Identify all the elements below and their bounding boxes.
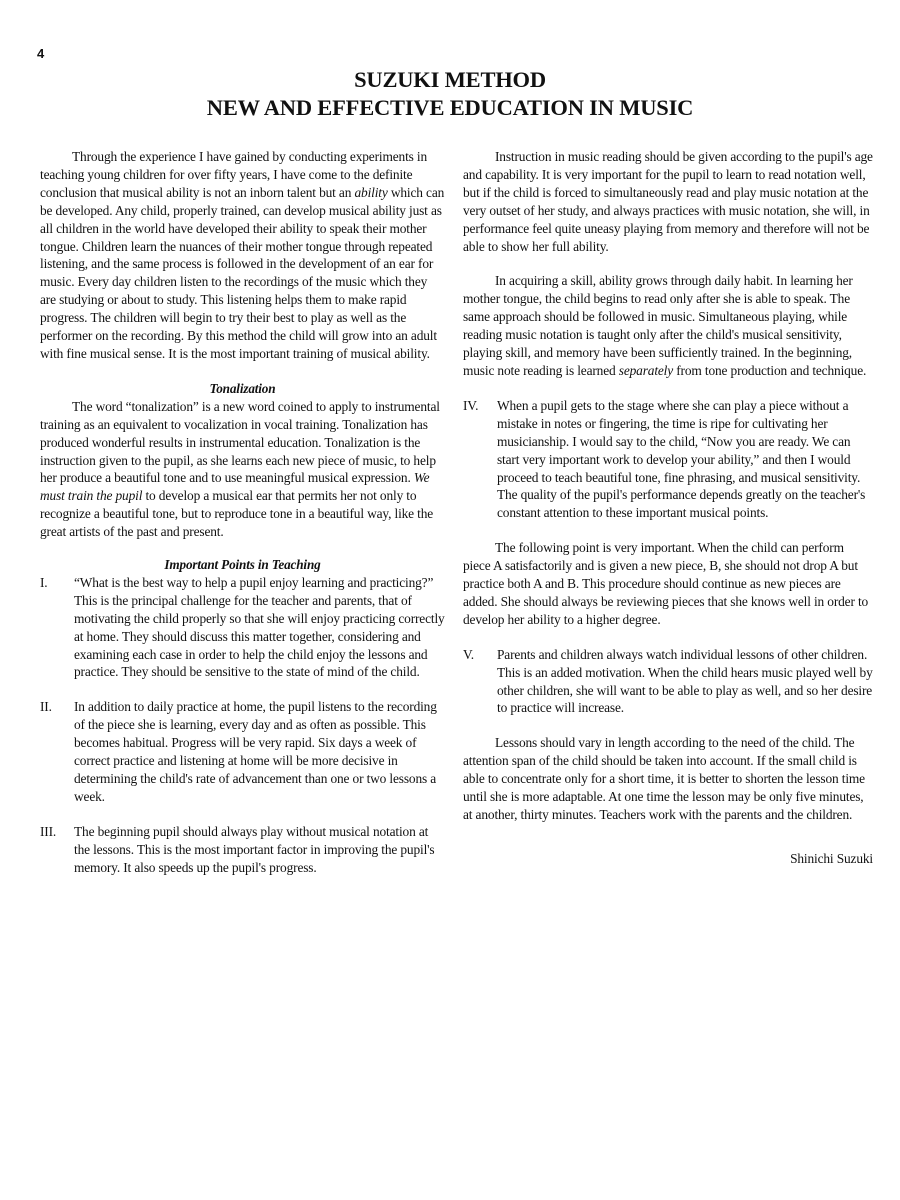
habit-text-1: In acquiring a skill, ability grows through daily habit. In learning her mother tongue, the child begins to read only after she is able to speak. The same approach should be followed in music. Simultaneous playing, while reading music notation is taught only after the child's musical sensitivity, playing skill, and memory have been sufficiently trained. In the beginning, music note reading is learned xyxy=(463,273,853,378)
item-number: IV. xyxy=(463,397,479,413)
habit-paragraph xyxy=(463,272,873,379)
intro-text-1: Through the experience I have gained by conducting experiments in teaching young children for over fifty years, I have come to the definite conclusion that musical ability is not an inborn talent but an xyxy=(40,149,428,200)
intro-emphasis: ability xyxy=(354,184,388,200)
list-item xyxy=(40,574,445,681)
item-text xyxy=(497,397,873,522)
list-item xyxy=(463,397,873,522)
item-number: I. xyxy=(40,574,48,590)
habit-emphasis: separately xyxy=(618,362,674,378)
tonalization-text-2: to develop a musical ear that permits her not only to recognize a beautiful tone, but to reproduce tone in a beautiful way, like the great artists of the past and present. xyxy=(40,488,434,540)
lessons-paragraph: Lessons should vary in length according to the need of the child. The attention span of the child should be taken into account. If the small child is able to concentrate only for a short time, it is better to shorten the lesson time until she is more adaptable. At one time the lesson may be only five minutes, at another, thirty minutes. Teachers work with the parents and the children. xyxy=(463,735,865,822)
item-text: The beginning pupil should always play without musical notation at the lessons. This is the most important factor in improving the pupil's memory. It also speeds up the pupil's progress. xyxy=(74,823,435,875)
point4-text-2: The quality of the pupil's performance depends greatly on the teacher's constant attention to these important musical points. xyxy=(497,487,866,521)
point4-text: When a pupil gets to the stage where she can play a piece without a mistake in notes or fingering, the time is ripe for cultivating her musicianship. I would say to the child, “Now you are ready. We can start very important work to develop your ability,” and then I would proceed to teach beautiful tone, fine phrasing, and musical sensitivity. xyxy=(497,397,861,485)
signature: Shinichi Suzuki xyxy=(790,850,873,866)
right-column xyxy=(463,148,873,868)
page-number: 4 xyxy=(37,46,45,61)
tonalization-heading: Tonalization xyxy=(209,380,276,396)
list-item xyxy=(40,823,445,877)
item-number: II. xyxy=(40,699,52,715)
tonalization-text-1: The word “tonalization” is a new word coined to apply to instrumental training as an equivalent to vocalization in vocal training. Tonalization has produced wonderful results in instrumental education. Tonalization is the instruction given to the pupil, as she learns each new piece of music, to help her produce a beautiful tone and to use meaningful musical expression. xyxy=(40,398,440,486)
title-line-1: SUZUKI METHOD xyxy=(354,67,546,92)
left-column xyxy=(40,148,445,894)
list-item xyxy=(40,698,445,805)
intro-paragraph xyxy=(40,148,445,363)
page-title xyxy=(0,66,900,122)
habit-text-2: from tone production and technique. xyxy=(673,362,867,378)
points-heading: Important Points in Teaching xyxy=(164,557,321,573)
item-text: In addition to daily practice at home, the pupil listens to the recording of the piece she is learning, every day and as often as possible. This becomes habitual. Progress will be very rapid. Six days a week of correct practice and listening at home will be more decisive in determining the child's rate of advancement than one or two lessons a week. xyxy=(74,699,437,804)
item-text: Parents and children always watch individual lessons of other children. This is an added motivation. When the child hears music played well by other children, she will want to be able to play as well, and so her desire to practice will increase. xyxy=(497,646,873,716)
tonalization-paragraph xyxy=(40,398,445,541)
following-paragraph: The following point is very important. When the child can perform piece A satisfactorily and is given a new piece, B, she should not drop A but practice both A and B. This procedure should continue as new pieces are added. She should always be reviewing pieces that she knows well in order to develop her ability to a higher degree. xyxy=(463,540,869,627)
item-text: “What is the best way to help a pupil enjoy learning and practicing?” This is the principal challenge for the teacher and parents, that of motivating the child properly so that she will enjoy practicing correctly at home. They should discuss this matter together, considering and examining each case in order to help the child enjoy the lessons and practice. They should be sensitive to the state of mind of the child. xyxy=(74,574,445,680)
intro-text-2: which can be developed. Any child, properly trained, can develop musical ability just as all children in the world have developed their ability to speak their mother tongue. Children learn the nuances of their mother tongue through repeated listening, and the same process is followed in the development of an ear for music. Every day children listen to the recordings of the music which they are studying or about to study. This listening helps them to make rapid progress. The children will begin to try their best to play as well as the performer on the recording. By this method the child will grow into an adult with fine musical sense. It is the most important training of musical ability. xyxy=(40,184,445,361)
title-line-2: NEW AND EFFECTIVE EDUCATION IN MUSIC xyxy=(206,95,694,120)
item-number: III. xyxy=(40,823,57,839)
tonalization-emphasis: We must train the pupil xyxy=(40,470,430,504)
list-item xyxy=(463,646,873,718)
item-number: V. xyxy=(463,646,474,662)
reading-paragraph: Instruction in music reading should be given according to the pupil's age and capability. It is very important for the pupil to learn to read notation well, but if the child is forced to simultaneously read and play music notation at the very outset of her study, and always practices with music notation, she will, in performance feel quite uneasy playing from memory and therefore will not be able to show her full ability. xyxy=(463,149,873,254)
